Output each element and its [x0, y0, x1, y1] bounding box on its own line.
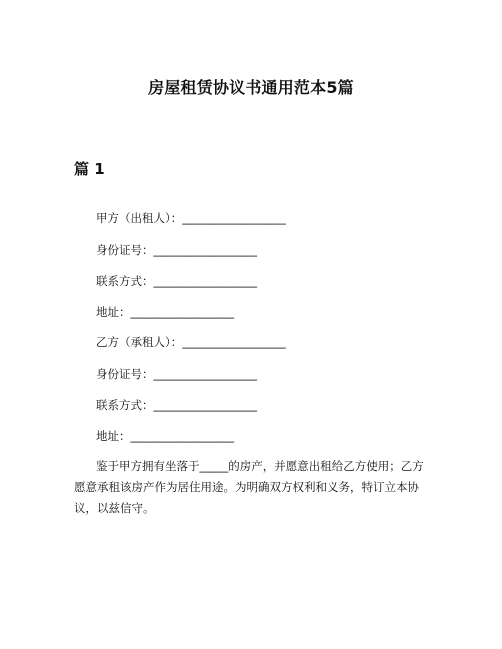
- lessor-id-field: 身份证号：__________________: [96, 243, 257, 257]
- lessee-name-field: 乙方（承租人）：__________________: [96, 335, 286, 349]
- lessee-contact-field: 联系方式：__________________: [96, 398, 257, 412]
- preamble-paragraph: 鉴于甲方拥有坐落于_____的房产，并愿意出租给乙方使用；乙方愿意承租该房产作为居住用途。为明确双方权利和义务，特订立本协议，以兹信守。: [74, 459, 424, 515]
- lessee-address-field: 地址：__________________: [96, 429, 234, 443]
- document-title: 房屋租赁协议书通用范本5篇: [148, 78, 354, 97]
- lessor-address-field: 地址：__________________: [96, 305, 234, 319]
- lessee-id-field: 身份证号：__________________: [96, 367, 257, 381]
- section-heading: 篇 1: [74, 160, 105, 178]
- lessor-name-field: 甲方（出租人）：__________________: [96, 211, 286, 225]
- lessor-contact-field: 联系方式：__________________: [96, 274, 257, 288]
